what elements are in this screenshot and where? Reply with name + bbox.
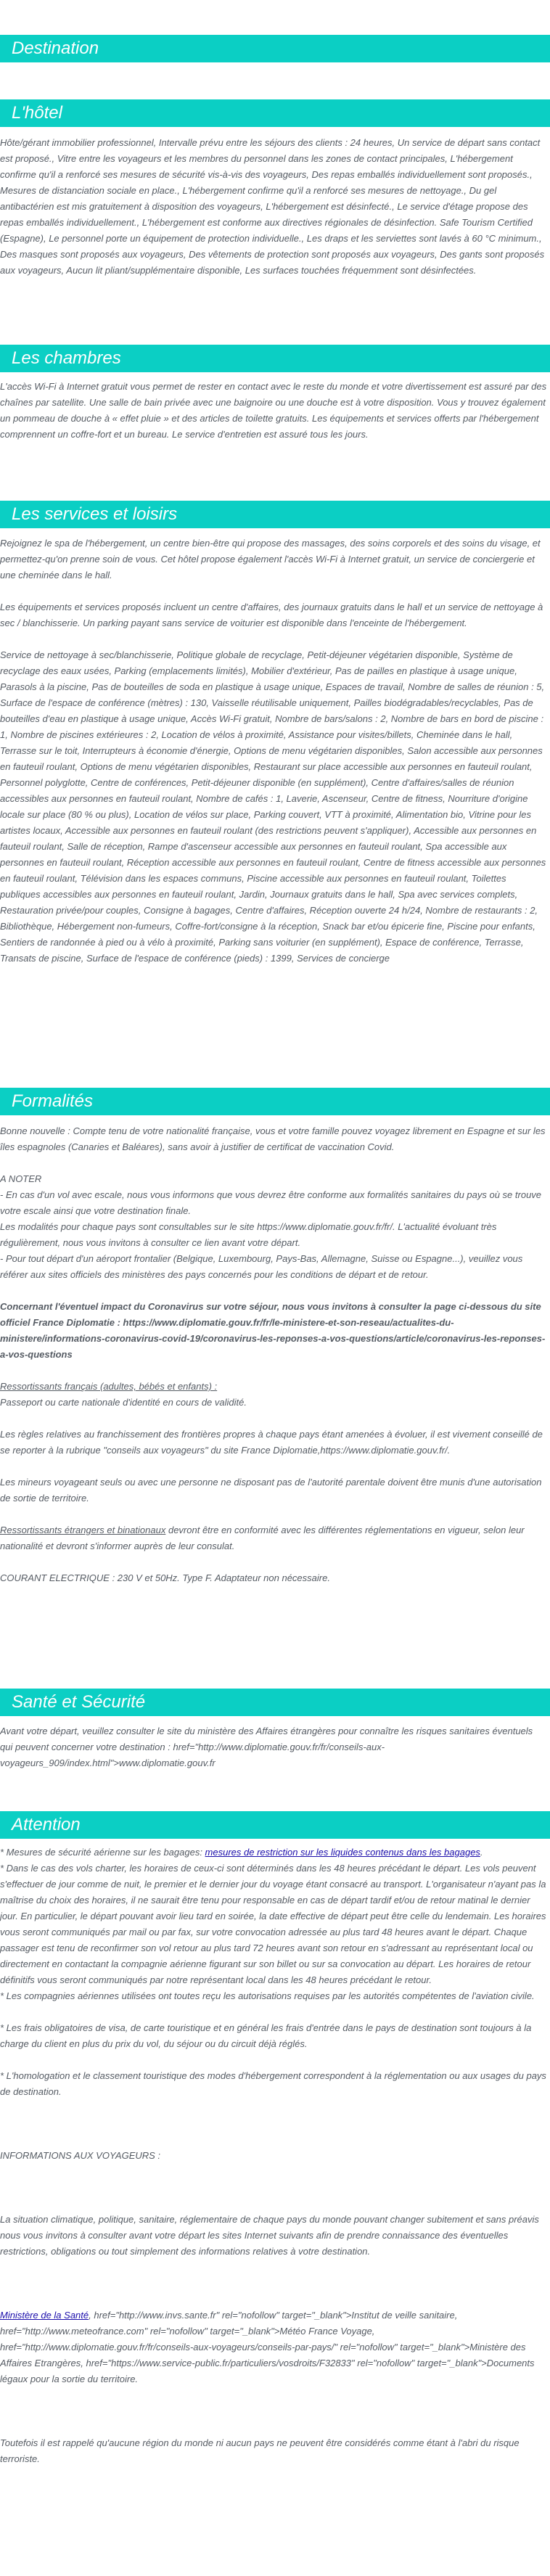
formalities-electric-text: COURANT ELECTRIQUE : 230 V et 50Hz. Type F. Adaptateur non nécessaire. (0, 1572, 330, 1583)
attention-safety-suffix: . (480, 1847, 483, 1858)
formalities-borders-text: Les règles relatives au franchissement des frontières propres à chaque pays étant amenées à évoluer, il est vivement conseillé de se reporter à la rubrique "conseils aux voyageurs" du site France Diplomatie,https://www.diplomatie.gouv.fr/. (0, 1429, 543, 1456)
rooms-description: L'accès Wi-Fi à Internet gratuit vous permet de rester en contact avec le reste du monde et votre divertissement est assuré par des chaînes par satellite. Une salle de bain privée avec une baignoire ou une douche est à votre disposition. Vous y trouvez également un pommeau de douche à « effet pluie » et des articles de toilette gratuits. Les équipements et services offerts par l'hébergement comprennent un coffre-fort et un bureau. Le service d'entretien est assuré tous les jours. (0, 381, 547, 440)
section-title-formalities: Formalités (0, 1088, 550, 1115)
attention-safety-prefix: * Mesures de sécurité aérienne sur les bagages: (0, 1847, 205, 1858)
formalities-minors-text: Les mineurs voyageant seuls ou avec une personne ne disposant pas de l'autorité parentale doivent être munis d'une autorisation de sortie de territoire. (0, 1477, 542, 1504)
section-title-rooms: Les chambres (0, 345, 550, 372)
attention-schedule-text: * Dans le cas des vols charter, les horaires de ceux-ci sont déterminés dans les 48 heures précédant le départ. Les vols peuvent s'effectuer de jour comme de nuit, le premier et le dernier jour du voyage étant consacré au transport. L'organisateur n'ayant pas la maîtrise du choix des horaires, il ne saurait être tenu pour responsable en cas de départ tardif et/ou de retour matinal le dernier jour. En particulier, le départ pouvant avoir lieu tard en soirée, la date effective de départ peut être celle du lendemain. Les horaires vous seront communiqués par mail ou par fax, sur votre convocation adressée au plus tard 48 heures avant le départ. Chaque passager est tenu de reconfirmer son vol retour au plus tard 72 heures avant son retour en s'adressant au représentant local ou directement en contactant la compagnie aérienne figurant sur son billet ou sur sa convocation au départ. Les horaires de retour définitifs vous seront communiqués par notre représentant local dans les 48 heures précédant le retour. (0, 1863, 546, 1985)
formalities-content (0, 1123, 547, 1586)
formalities-good-news: Bonne nouvelle : Compte tenu de votre nationalité française, vous et votre famille pouvez voyagez librement en Espagne et sur les îles espagnoles (Canaries et Baléares), sans avoir à justifier de certificat de vaccination Covid. (0, 1125, 546, 1152)
services-intro: Rejoignez le spa de l'hébergement, un centre bien-être qui propose des massages, des soins corporels et des soins du visage, et permettez-qu'on prenne soin de vous. Cet hôtel propose également l'accès Wi-Fi à Internet gratuit, un service de conciergerie et une cheminée dans le hall. (0, 538, 541, 581)
formalities-foreign-text: devront être en conformité avec les différentes réglementations en vigueur, selon leur nationalité et devront s'informer auprès de leur consulat. (0, 1525, 525, 1551)
formalities-french-text: Passeport ou carte nationale d'identité en cours de validité. (0, 1397, 247, 1408)
formalities-note-line: - Pour tout départ d'un aéroport frontalier (Belgique, Luxembourg, Pays-Bas, Allemagne, Suisse ou Espagne...), veuillez vous référer aux sites officiels des ministères des pays concernés pour les conditions de départ et de retour. (0, 1253, 523, 1280)
section-title-attention: Attention (0, 1811, 550, 1839)
services-list: Service de nettoyage à sec/blanchisserie, Politique globale de recyclage, Petit-déjeuner végétarien disponible, Système de recyclage des eaux usées, Parking (emplacements limités), Mobilier d'extérieur, Pas de pailles en plastique à usage unique, Parasols à la piscine, Pas de bouteilles de soda en plastique à usage unique, Espaces de travail, Nombre de salles de réunion : 5, Surface de l'espace de conférence (mètres) : 130, Vaisselle réutilisable uniquement, Pailles biodégradables/recyclables, Pas de bouteilles d'eau en plastique à usage unique, Accès Wi-Fi gratuit, Nombre de bars/salons : 2, Nombre de bars en bord de piscine : 1, Nombre de piscines extérieures : 2, Location de vélos à proximité, Assistance pour visites/billets, Cheminée dans le hall, Terrasse sur le toit, Interrupteurs à économie d'énergie, Options de menu végétarien disponibles, Salon accessible aux personnes en fauteuil roulant, Options de menu végétarien disponibles, Restaurant sur place accessible aux personnes en fauteuil roulant, Personnel polyglotte, Centre de conférences, Petit-déjeuner disponible (en supplément), Centre d'affaires/salles de réunion accessibles aux personnes en fauteuil roulant, Nombre de cafés : 1, Laverie, Ascenseur, Centre de fitness, Nourriture d'origine locale sur place (80 % ou plus), Location de vélos sur place, Parking couvert, VTT à proximité, Alimentation bio, Vitrine pour les artistes locaux, Accessible aux personnes en fauteuil roulant (des restrictions peuvent s'appliquer), Accessible aux personnes en fauteuil roulant, Salle de réception, Rampe d'ascenseur accessible aux personnes en fauteuil roulant, Spa accessible aux personnes en fauteuil roulant, Réception accessible aux personnes en fauteuil roulant, Centre de fitness accessible aux personnes en fauteuil roulant, Télévision dans les espaces communs, Piscine accessible aux personnes en fauteuil roulant, Toilettes publiques accessibles aux personnes en fauteuil roulant, Jardin, Journaux gratuits dans le hall, Spa avec services complets, Restauration privée/pour couples, Consigne à bagages, Centre d'affaires, Réception ouverte 24 h/24, Nombre de restaurants : 2, Bibliothèque, Hébergement non-fumeurs, Coffre-fort/consigne à la réception, Snack bar et/ou épicerie fine, Piscine pour enfants, Sentiers de randonnée à pied ou à vélo à proximité, Parking sans voiturier (en supplément), Espace de conférence, Terrasse, Transats de piscine, Surface de l'espace de conférence (pieds) : 1399, Services de concierge (0, 649, 546, 964)
formalities-foreign-heading: Ressortissants étrangers et binationaux (0, 1525, 166, 1535)
attention-fees-text: * Les frais obligatoires de visa, de carte touristique et en général les frais d'entrée dans le pays de destination sont toujours à la charge du client en plus du prix du vol, du séjour ou du circuit déjà réglés. (0, 2022, 532, 2049)
formalities-note-line: Les modalités pour chaque pays sont consultables sur le site https://www.diplomatie.gouv.fr/fr/. L'actualité évoluant très régulièrement, nous vous invitons à consulter ce lien avant votre départ. (0, 1221, 497, 1248)
ministry-health-link[interactable]: Ministère de la Santé (0, 2310, 89, 2321)
section-title-services: Les services et loisirs (0, 501, 550, 528)
section-title-health: Santé et Sécurité (0, 1689, 550, 1716)
attention-info-heading: INFORMATIONS AUX VOYAGEURS : (0, 2150, 161, 2161)
formalities-covid-notice: Concernant l'éventuel impact du Coronavirus sur votre séjour, nous vous invitons à consulter la page ci-dessous du site officiel France Diplomatie : https://www.diplomatie.gouv.fr/fr/le-ministere-et-son-reseau/actualites-du-ministere/informations-coronavirus-covid-19/coronavirus-les-reponses-a-vos-questions/article/coronavirus-les-reponses-a-vos-questions (0, 1301, 546, 1360)
formalities-foreign-paragraph (0, 1522, 547, 1554)
hotel-description: Hôte/gérant immobilier professionnel, Intervalle prévu entre les séjours des clients : 24 heures, Un service de départ sans contact est proposé., Vitre entre les voyageurs et les membres du personnel dans les zones de contact principales, L'hébergement confirme qu'il a renforcé ses mesures de sécurité vis-à-vis des voyageurs, Des repas emballés individuellement sont proposés., Mesures de distanciation sociale en place., L'hébergement confirme qu'il a renforcé ses mesures de nettoyage., Du gel antibactérien est mis gratuitement à disposition des voyageurs, L'hébergement est désinfecté., Le service d'étage propose des repas emballés individuellement., L'hébergement est conforme aux directives régionales de désinfection. Safe Tourism Certified (Espagne), Le personnel porte un équipement de protection individuelle., Les draps et les serviettes sont lavés à 60 °C minimum., Des masques sont proposés aux voyageurs, Des vêtements de protection sont proposés aux voyageurs, Des gants sont proposés aux voyageurs, Aucun lit pliant/supplémentaire disponible, Les surfaces touchées fréquemment sont désinfectées. (0, 137, 545, 276)
formalities-note-heading: A NOTER (0, 1173, 42, 1184)
attention-airlines-text: * Les compagnies aériennes utilisées ont toutes reçu les autorisations requises par les autorités compétentes de l'aviation civile. (0, 1990, 535, 2001)
liquid-restrictions-link[interactable]: mesures de restriction sur les liquides contenus dans les bagages (205, 1847, 480, 1858)
attention-links-text: , href="http://www.invs.sante.fr" rel="nofollow" target="_blank">Institut de veille sanitaire, href="http://www.meteofrance.com" rel="nofollow" target="_blank">Météo France Voyage, href="http://www.diplomatie.gouv.fr/fr/conseils-aux-voyageurs/conseils-par-pays/" rel="nofollow" target="_blank">Ministère des Affaires Etrangères, href="https://www.service-public.fr/particuliers/vosdroits/F32833" rel="nofollow" target="_blank">Documents légaux pour la sortie du territoire. (0, 2310, 535, 2384)
health-text: Avant votre départ, veuillez consulter le site du ministère des Affaires étrangères pour connaître les risques sanitaires éventuels qui peuvent concerner votre destination : href="http://www.diplomatie.gouv.fr/fr/conseils-aux-voyageurs_909/index.html">www.diplomatie.gouv.fr (0, 1726, 533, 1768)
section-title-hotel: L'hôtel (0, 99, 550, 127)
attention-approval-text: * L'homologation et le classement touristique des modes d'hébergement correspondent à la réglementation ou aux usages du pays de destination. (0, 2070, 546, 2097)
section-title-destination: Destination (0, 35, 550, 62)
services-content (0, 536, 547, 967)
attention-situation-text: La situation climatique, politique, sanitaire, réglementaire de chaque pays du monde pouvant changer subitement et sans préavis nous vous invitons à consulter avant votre départ les sites Internet suivants afin de prendre connaissance des éventuelles restrictions, obligations ou tout simplement des informations relatives à votre destination. (0, 2214, 539, 2257)
attention-safety-paragraph (0, 1845, 547, 1861)
formalities-french-heading: Ressortissants français (adultes, bébés et enfants) : (0, 1381, 218, 1392)
formalities-note-line: - En cas d'un vol avec escale, nous vous informons que vous devrez être conforme aux formalités sanitaires du pays où se trouve votre escale ainsi que votre destination finale. (0, 1189, 542, 1216)
services-equipment: Les équipements et services proposés incluent un centre d'affaires, des journaux gratuits dans le hall et un service de nettoyage à sec / blanchisserie. Un parking payant sans service de voiturier est disponible dans l'enceinte de l'hébergement. (0, 602, 543, 628)
attention-reminder-text: Toutefois il est rappelé qu'aucune région du monde ni aucun pays ne peuvent être considérés comme étant à l'abri du risque terroriste. (0, 2437, 520, 2464)
attention-content (0, 1845, 547, 2467)
attention-links-paragraph (0, 2308, 547, 2387)
